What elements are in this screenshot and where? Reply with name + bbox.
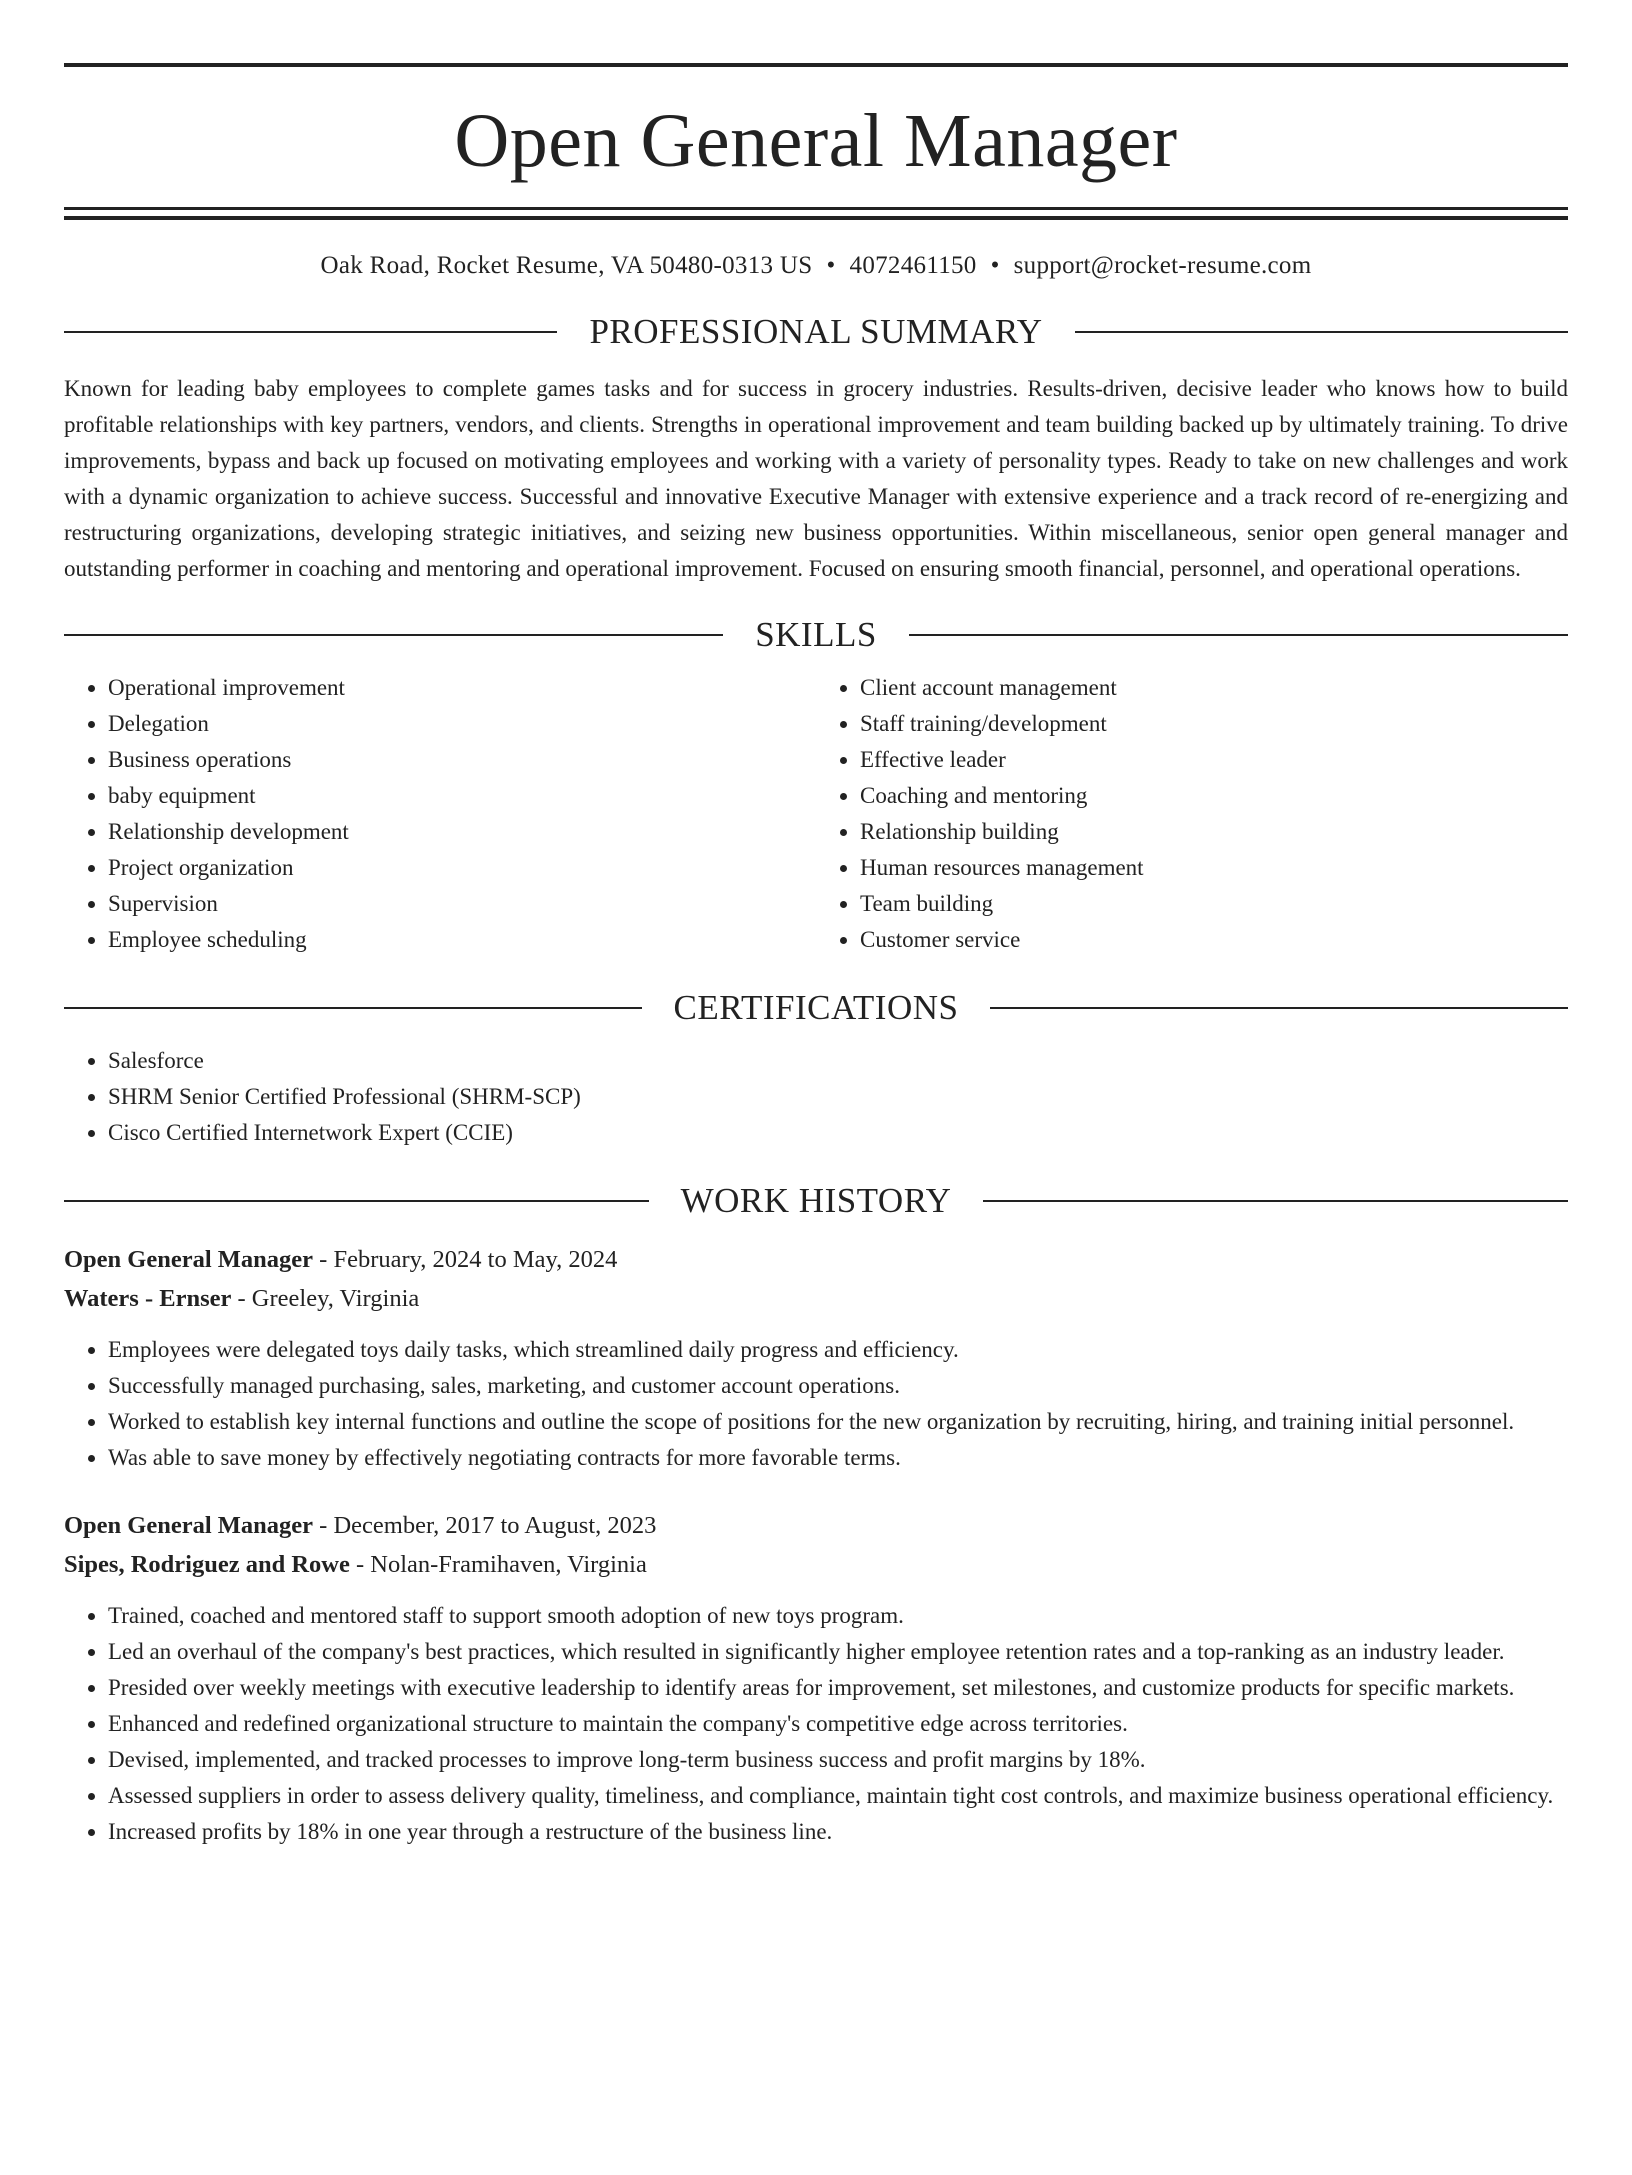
job-entry bbox=[64, 1240, 1568, 1476]
job-bullet: • Worked to establish key internal functions and outline the scope of positions for the new organization by recruiting, hiring, and training initial personnel. bbox=[108, 1404, 1568, 1440]
job-bullet: • Led an overhaul of the company's best practices, which resulted in significantly higher employee retention rates and a top-ranking as an industry leader. bbox=[108, 1634, 1568, 1670]
skills-list-left bbox=[64, 670, 816, 958]
contact-email: support@rocket-resume.com bbox=[1013, 252, 1312, 279]
job-role: Open General Manager bbox=[64, 1512, 314, 1539]
heading-rule bbox=[64, 1200, 649, 1202]
section-title: CERTIFICATIONS bbox=[673, 988, 959, 1027]
skills-columns bbox=[64, 670, 1568, 958]
heading-rule bbox=[983, 1200, 1568, 1202]
job-company-line bbox=[64, 1279, 1568, 1318]
job-dates: - February, 2024 to May, 2024 bbox=[313, 1246, 618, 1273]
contact-address: Oak Road, Rocket Resume, VA 50480-0313 US bbox=[320, 252, 813, 279]
job-bullet: • Was able to save money by effectively negotiating contracts for more favorable terms. bbox=[108, 1440, 1568, 1476]
contact-line bbox=[64, 252, 1568, 280]
skill-item: • Relationship development bbox=[108, 814, 816, 850]
job-bullet: • Devised, implemented, and tracked processes to improve long-term business success and profit margins by 18%. bbox=[108, 1742, 1568, 1778]
header-double-rule bbox=[64, 207, 1568, 220]
job-dates: - December, 2017 to August, 2023 bbox=[313, 1512, 657, 1539]
candidate-name: Open General Manager bbox=[454, 99, 1178, 183]
skill-item: • Delegation bbox=[108, 706, 816, 742]
heading-rule bbox=[1075, 331, 1568, 333]
skill-item: • Team building bbox=[860, 886, 1568, 922]
section-title: PROFESSIONAL SUMMARY bbox=[589, 312, 1043, 351]
job-bullet: • Presided over weekly meetings with executive leadership to identify areas for improvement, set milestones, and customize products for specific markets. bbox=[108, 1670, 1568, 1706]
skill-item: • Staff training/development bbox=[860, 706, 1568, 742]
certification-item: • Cisco Certified Internetwork Expert (CCIE) bbox=[108, 1115, 1568, 1151]
heading-rule bbox=[64, 634, 723, 636]
skill-item: • Human resources management bbox=[860, 850, 1568, 886]
certifications-list bbox=[64, 1043, 1568, 1151]
job-company: Waters - Ernser bbox=[64, 1285, 232, 1312]
summary-heading bbox=[64, 314, 1568, 349]
heading-rule bbox=[909, 634, 1568, 636]
contact-separator: • bbox=[990, 252, 1000, 279]
skill-item: • Customer service bbox=[860, 922, 1568, 958]
section-title: WORK HISTORY bbox=[680, 1181, 952, 1220]
top-rule bbox=[64, 63, 1568, 67]
contact-separator: • bbox=[826, 252, 836, 279]
job-bullet: • Trained, coached and mentored staff to support smooth adoption of new toys program. bbox=[108, 1598, 1568, 1634]
skill-item: • Business operations bbox=[108, 742, 816, 778]
skill-item: • Project organization bbox=[108, 850, 816, 886]
skill-item: • Client account management bbox=[860, 670, 1568, 706]
job-bullet: • Successfully managed purchasing, sales, marketing, and customer account operations. bbox=[108, 1368, 1568, 1404]
skill-item: • baby equipment bbox=[108, 778, 816, 814]
job-bullet: • Employees were delegated toys daily tasks, which streamlined daily progress and efficiency. bbox=[108, 1332, 1568, 1368]
work-history-heading bbox=[64, 1183, 1568, 1218]
certifications-heading bbox=[64, 990, 1568, 1025]
job-bullet: • Assessed suppliers in order to assess delivery quality, timeliness, and compliance, maintain tight cost controls, and maximize business operational efficiency. bbox=[108, 1778, 1568, 1814]
skills-heading bbox=[64, 617, 1568, 652]
job-company: Sipes, Rodriguez and Rowe bbox=[64, 1551, 350, 1578]
job-bullet: • Increased profits by 18% in one year through a restructure of the business line. bbox=[108, 1814, 1568, 1850]
job-location: - Nolan-Framihaven, Virginia bbox=[349, 1551, 647, 1578]
job-title-line bbox=[64, 1240, 1568, 1279]
skills-list-right bbox=[816, 670, 1568, 958]
job-bullets bbox=[64, 1598, 1568, 1850]
job-entry bbox=[64, 1506, 1568, 1850]
skill-item: • Employee scheduling bbox=[108, 922, 816, 958]
job-location: - Greeley, Virginia bbox=[231, 1285, 420, 1312]
skill-item: • Coaching and mentoring bbox=[860, 778, 1568, 814]
job-bullets bbox=[64, 1332, 1568, 1476]
heading-rule bbox=[64, 331, 557, 333]
section-title: SKILLS bbox=[755, 615, 877, 654]
resume-page bbox=[0, 63, 1632, 2175]
summary-text: Known for leading baby employees to complete games tasks and for success in grocery industries. Results-driven, decisive leader who knows how to build profitable relationships with key partners, vendors, and clients. Strengths in operational improvement and team building backed up by ultimately training. To drive improvements, bypass and back up focused on motivating employees and working with a variety of personality types. Ready to take on new challenges and work with a dynamic organization to achieve success. Successful and innovative Executive Manager with extensive experience and a track record of re-energizing and restructuring organizations, developing strategic initiatives, and seizing new business opportunities. Within miscellaneous, senior open general manager and outstanding performer in coaching and mentoring and operational improvement. Focused on ensuring smooth financial, personnel, and operational operations. bbox=[64, 376, 1568, 581]
certification-item: • Salesforce bbox=[108, 1043, 1568, 1079]
skill-item: • Supervision bbox=[108, 886, 816, 922]
job-role: Open General Manager bbox=[64, 1246, 314, 1273]
skill-item: • Operational improvement bbox=[108, 670, 816, 706]
job-bullet: • Enhanced and redefined organizational structure to maintain the company's competitive edge across territories. bbox=[108, 1706, 1568, 1742]
job-company-line bbox=[64, 1545, 1568, 1584]
certification-item: • SHRM Senior Certified Professional (SHRM-SCP) bbox=[108, 1079, 1568, 1115]
job-title-line bbox=[64, 1506, 1568, 1545]
heading-rule bbox=[990, 1007, 1568, 1009]
skill-item: • Effective leader bbox=[860, 742, 1568, 778]
skill-item: • Relationship building bbox=[860, 814, 1568, 850]
heading-rule bbox=[64, 1007, 642, 1009]
contact-phone: 4072461150 bbox=[849, 252, 977, 279]
